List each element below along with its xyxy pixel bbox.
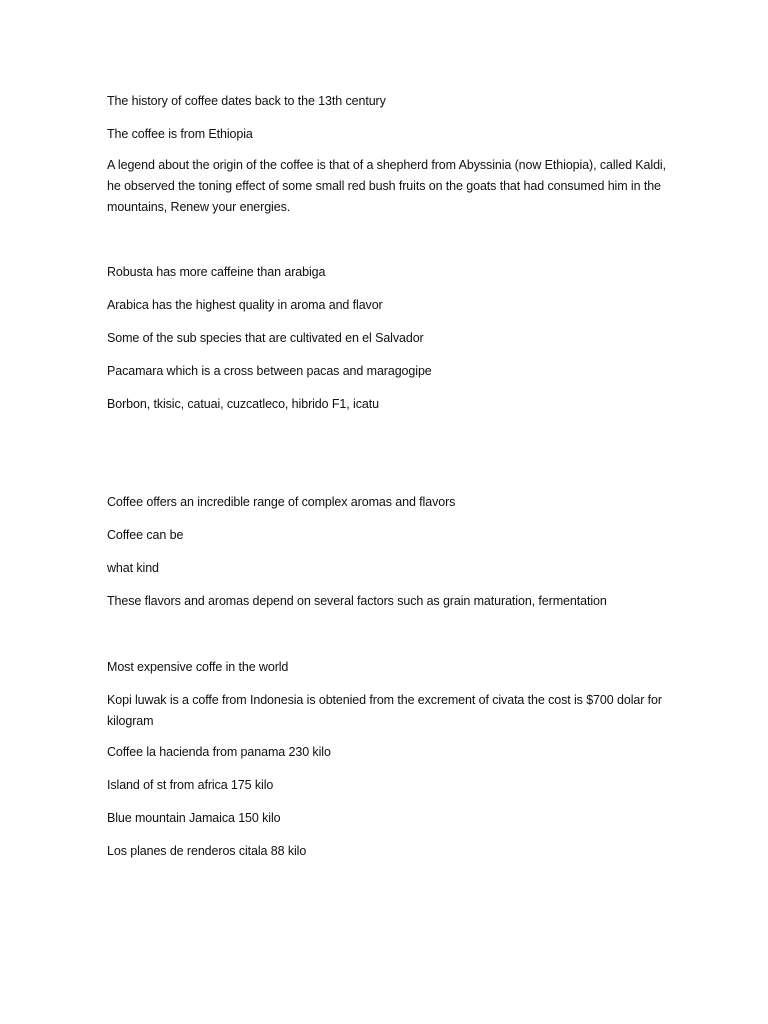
paragraph-los-planes: Los planes de renderos citala 88 kilo <box>107 844 307 858</box>
paragraph-coffee-origin: The coffee is from Ethiopia <box>107 127 253 141</box>
paragraph-blue-mountain: Blue mountain Jamaica 150 kilo <box>107 811 281 825</box>
paragraph-la-hacienda: Coffee la hacienda from panama 230 kilo <box>107 745 331 759</box>
paragraph-island-of-st: Island of st from africa 175 kilo <box>107 778 274 792</box>
paragraph-most-expensive: Most expensive coffe in the world <box>107 660 289 674</box>
paragraph-flavor-factors: These flavors and aromas depend on several factors such as grain maturation, fermentation <box>107 594 607 608</box>
paragraph-robusta: Robusta has more caffeine than arabiga <box>107 265 326 279</box>
paragraph-aromas-range: Coffee offers an incredible range of complex aromas and flavors <box>107 495 456 509</box>
paragraph-sub-species: Some of the sub species that are cultivated en el Salvador <box>107 331 424 345</box>
paragraph-kopi-luwak: Kopi luwak is a coffe from Indonesia is obtenied from the excrement of civata the cost is $700 dolar for kilogram <box>107 693 662 728</box>
paragraph-coffee-history: The history of coffee dates back to the 13th century <box>107 94 386 108</box>
paragraph-arabica: Arabica has the highest quality in aroma and flavor <box>107 298 383 312</box>
paragraph-pacamara: Pacamara which is a cross between pacas and maragogipe <box>107 364 432 378</box>
paragraph-what-kind: what kind <box>107 561 159 575</box>
paragraph-coffee-can-be: Coffee can be <box>107 528 184 542</box>
paragraph-varieties: Borbon, tkisic, catuai, cuzcatleco, hibrido F1, icatu <box>107 397 379 411</box>
paragraph-kaldi-legend: A legend about the origin of the coffee is that of a shepherd from Abyssinia (now Ethiopia), called Kaldi, he observed the toning effect of some small red bush fruits on the goats that had consumed him in the mountains, Renew your energies. <box>107 158 666 214</box>
